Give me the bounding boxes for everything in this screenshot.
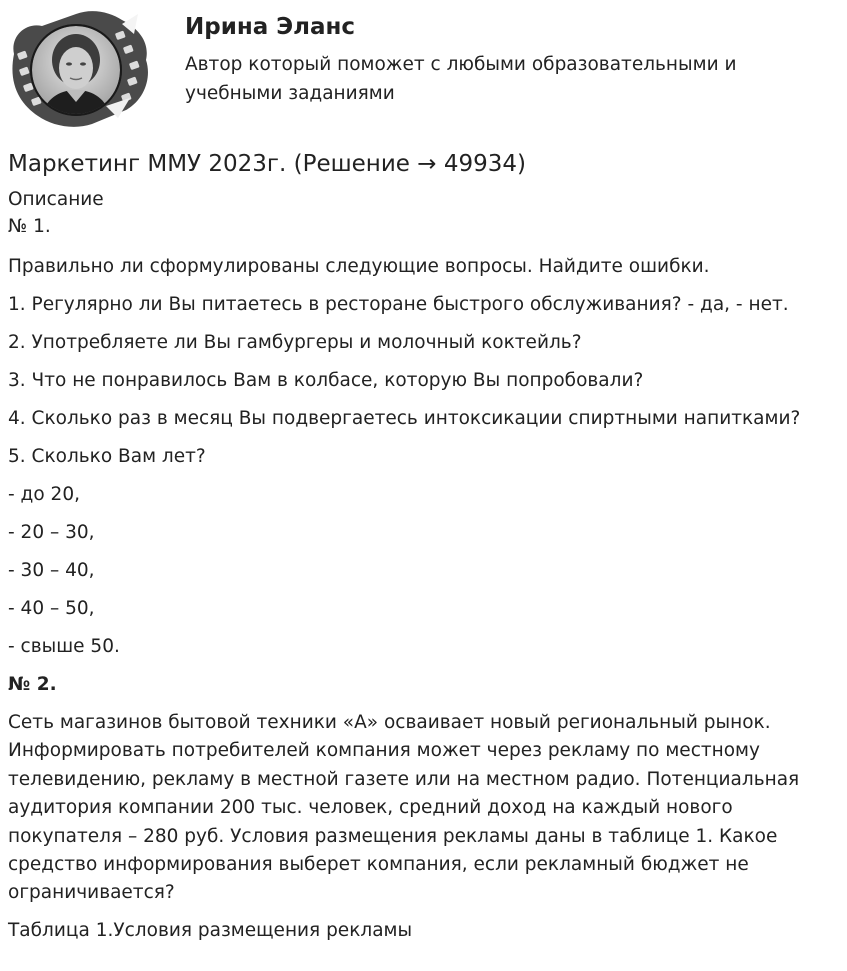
task-1-question: Правильно ли сформулированы следующие вопросы. Найдите ошибки. [8, 256, 710, 277]
task-1-option: - 30 – 40, [8, 560, 95, 581]
description-label: Описание [8, 189, 104, 210]
task-1-option: - 40 – 50, [8, 598, 95, 619]
task-1-option: - свыше 50. [8, 636, 120, 657]
task-1-option: - 20 – 30, [8, 522, 95, 543]
task-2-number: № 2. [8, 674, 57, 695]
author-header [0, 0, 847, 140]
task-1-item: 1. Регулярно ли Вы питаетесь в ресторане быстрого обслуживания? - да, - нет. [8, 294, 789, 315]
document-content [8, 148, 838, 955]
task-1-item: 4. Сколько раз в месяц Вы подвергаетесь интоксикации спиртными напитками? [8, 408, 801, 429]
author-name[interactable]: Ирина Эланс [185, 14, 356, 40]
author-description: Автор который поможет с любыми образовательными и учебными заданиями [185, 54, 737, 104]
task-1-item: 2. Употребляете ли Вы гамбургеры и молочный коктейль? [8, 332, 582, 353]
author-photo-filmstrip-icon [6, 6, 152, 130]
document-title: Маркетинг ММУ 2023г. (Решение → 49934) [8, 151, 526, 177]
table-caption: Таблица 1.Условия размещения рекламы [8, 919, 413, 941]
task-1-item: 5. Сколько Вам лет? [8, 446, 206, 467]
task-1-option: - до 20, [8, 484, 80, 505]
avatar[interactable] [6, 6, 152, 130]
task-1-item: 3. Что не понравилось Вам в колбасе, которую Вы попробовали? [8, 370, 644, 391]
task-1-number: № 1. [8, 216, 51, 237]
task-2-text: Сеть магазинов бытовой техники «А» осваивает новый региональный рынок. Информировать потребителей компания может через рекламу по местному телевидению, рекламу в местной газете или на местном радио. Потенциальная аудитория компании 200 тыс. человек, средний доход на каждый нового покупателя – 280 руб. Условия размещения рекламы даны в таблице 1. Какое средство информирования выберет компания, если рекламный бюджет не ограничивается? [8, 712, 800, 904]
